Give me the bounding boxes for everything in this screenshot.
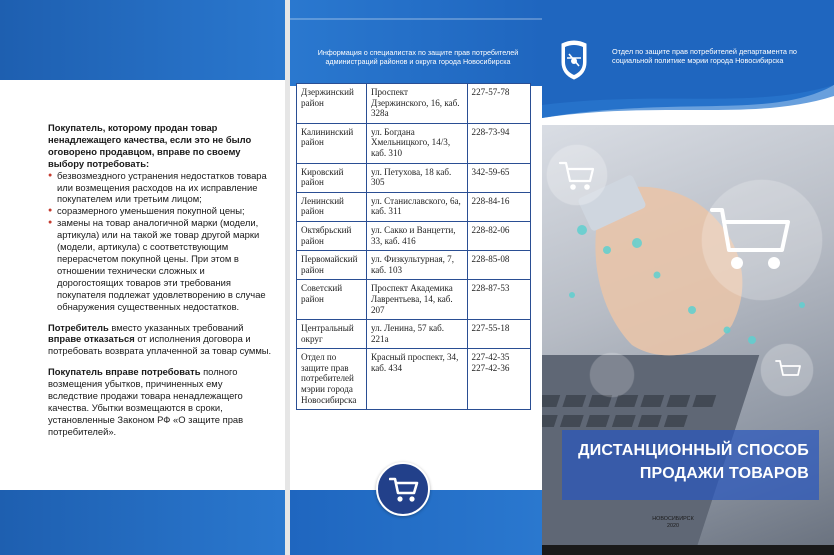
list-item: ● соразмерного уменьшения покупной цены; bbox=[48, 205, 273, 217]
phone-cell: 228-85-08 bbox=[467, 251, 530, 280]
contacts-table bbox=[296, 83, 531, 410]
bottom-strip bbox=[542, 545, 834, 555]
table-row bbox=[297, 163, 531, 192]
damages-paragraph bbox=[48, 366, 273, 437]
buyer-rights-list bbox=[48, 170, 273, 313]
phone-cell: 227-57-78 bbox=[467, 84, 530, 124]
middle-panel bbox=[290, 0, 542, 555]
buyer-rights-lead: Покупатель, которому продан товар ненадлежащего качества, если это не было оговорено продавцом, вправе по своему выбору потребовать: bbox=[48, 122, 252, 169]
phone-cell: 228-87-53 bbox=[467, 280, 530, 320]
damages-text: полного возмещения убытков, причиненных ему вследствие продажи товара ненадлежащего качества. Убытки возмещаются в сроки, установленные Законом РФ «О защите прав потребителей». bbox=[48, 366, 244, 437]
imprint-city: НОВОСИБИРСК bbox=[652, 516, 694, 522]
district-cell: Первомайский район bbox=[297, 251, 367, 280]
district-cell: Дзержинский район bbox=[297, 84, 367, 124]
address-cell: Проспект Дзержинского, 16, каб. 328а bbox=[366, 84, 467, 124]
address-cell: Красный проспект, 34, каб. 434 bbox=[366, 349, 467, 410]
refusal-text-2: от исполнения договора и потребовать возврата уплаченной за товар суммы. bbox=[48, 333, 272, 357]
district-cell: Советский район bbox=[297, 280, 367, 320]
address-cell: ул. Физкультурная, 7, каб. 103 bbox=[366, 251, 467, 280]
district-cell: Кировский район bbox=[297, 163, 367, 192]
phone-cell: 228-84-16 bbox=[467, 192, 530, 221]
district-cell: Отдел по защите прав потребителей мэрии города Новосибирска bbox=[297, 349, 367, 410]
damages-bold: Покупатель вправе потребовать bbox=[48, 366, 201, 378]
list-item: ● замены на товар аналогичной марки (модели, артикула) или на такой же товар другой марки (модели, артикула) с соответствующим перерасчетом покупной цены. При этом в отношении технически сложных и дорогостоящих товаров эти требования покупателя подлежат удовлетворению в случае обнаружения существенных недостатков. bbox=[48, 217, 273, 312]
shopping-cart-icon bbox=[389, 476, 419, 504]
contacts-heading: Информация о специалистах по защите прав потребителей администраций районов и округа города Новосибирска bbox=[317, 48, 519, 66]
district-cell: Калининский район bbox=[297, 123, 367, 163]
table-row bbox=[297, 251, 531, 280]
phone-cell: 228-73-94 bbox=[467, 123, 530, 163]
table-row bbox=[297, 320, 531, 349]
decorative-stripe bbox=[290, 18, 542, 20]
table-row bbox=[297, 280, 531, 320]
table-row bbox=[297, 221, 531, 250]
title-line-1: ДИСТАНЦИОННЫЙ СПОСОБ bbox=[578, 442, 809, 459]
address-cell: Проспект Академика Лаврентьева, 14, каб. 207 bbox=[366, 280, 467, 320]
brochure-title-box bbox=[562, 430, 819, 500]
address-cell: ул. Богдана Хмельницкого, 14/3, каб. 310 bbox=[366, 123, 467, 163]
bottom-blue-band bbox=[0, 490, 290, 555]
cart-badge bbox=[376, 462, 430, 516]
refusal-paragraph bbox=[48, 322, 273, 358]
consumer-rights-text bbox=[48, 122, 273, 447]
district-cell: Центральный округ bbox=[297, 320, 367, 349]
address-cell: ул. Станиславского, 6а, каб. 311 bbox=[366, 192, 467, 221]
district-cell: Октябрьский район bbox=[297, 221, 367, 250]
title-line-2: ПРОДАЖИ ТОВАРОВ bbox=[639, 465, 809, 482]
novosibirsk-coat-of-arms-icon bbox=[558, 38, 590, 80]
refusal-bold-1: Потребитель bbox=[48, 321, 109, 333]
top-blue-band bbox=[290, 0, 542, 86]
imprint bbox=[638, 516, 708, 530]
phone-cell: 227-55-18 bbox=[467, 320, 530, 349]
left-panel bbox=[0, 0, 290, 555]
table-row bbox=[297, 192, 531, 221]
department-name: Отдел по защите прав потребителей департамента по социальной политике мэрии города Новосибирска bbox=[612, 47, 797, 66]
right-panel bbox=[542, 0, 834, 555]
imprint-year: 2020 bbox=[667, 523, 679, 529]
phone-cell: 227-42-35 227-42-36 bbox=[467, 349, 530, 410]
refusal-bold-2: вправе отказаться bbox=[48, 333, 135, 345]
brochure-title bbox=[562, 439, 809, 485]
table-row bbox=[297, 84, 531, 124]
address-cell: ул. Сакко и Ванцетти, 33, каб. 416 bbox=[366, 221, 467, 250]
list-item: ● безвозмездного устранения недостатков товара или возмещения расходов на их исправление покупателем или третьим лицом; bbox=[48, 170, 273, 206]
address-cell: ул. Ленина, 57 каб. 221а bbox=[366, 320, 467, 349]
phone-cell: 228-82-06 bbox=[467, 221, 530, 250]
table-row bbox=[297, 349, 531, 410]
phone-cell: 342-59-65 bbox=[467, 163, 530, 192]
table-row bbox=[297, 123, 531, 163]
top-blue-band bbox=[0, 0, 290, 80]
district-cell: Ленинский район bbox=[297, 192, 367, 221]
address-cell: ул. Петухова, 18 каб. 305 bbox=[366, 163, 467, 192]
refusal-text-1: вместо указанных требований bbox=[108, 321, 244, 333]
